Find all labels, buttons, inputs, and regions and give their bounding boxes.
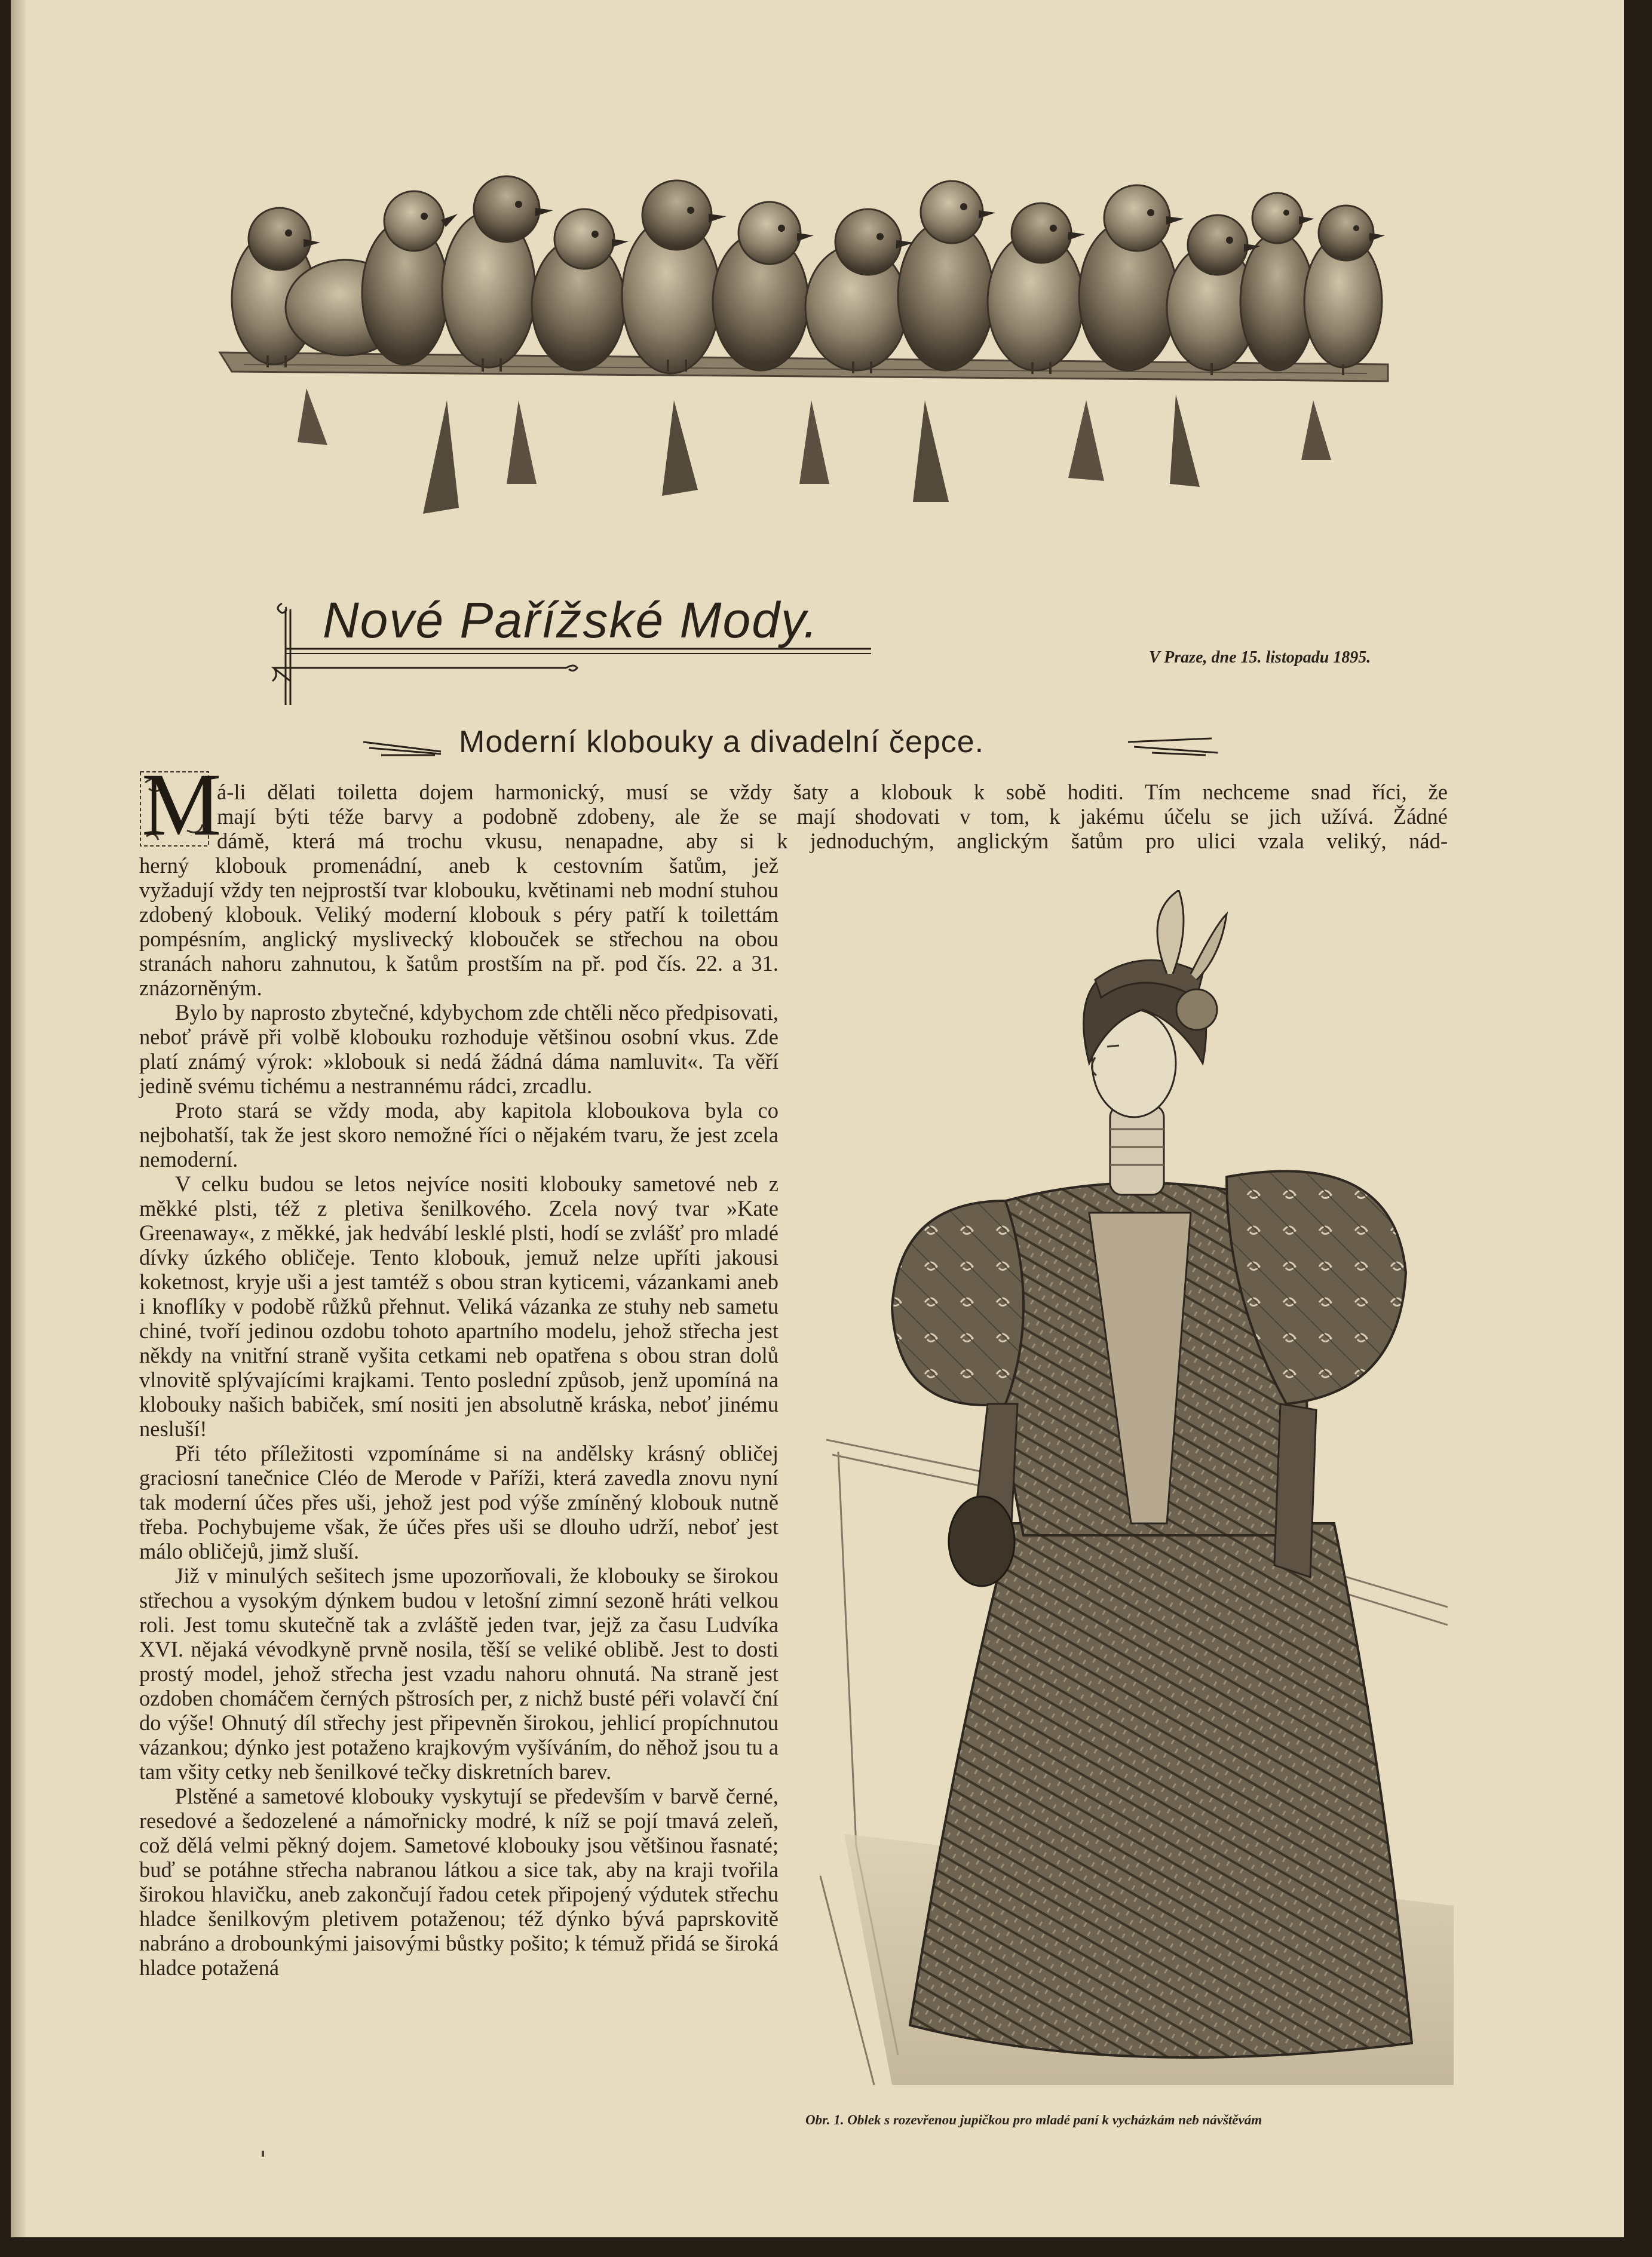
- figure-caption: Obr. 1. Oblek s rozevřenou jupičkou pro mladé paní k vycházkám neb návštěvám: [805, 2112, 1262, 2127]
- article-subtitle: Moderní klobouky a divadelní čepce.: [459, 725, 985, 759]
- drop-cap-letter: M: [142, 755, 222, 854]
- paragraph: V celku budou se letos nejvíce nositi klobouky sametové neb z měkké plsti, též z pletiva šenilkového. Zcela nový tvar »Kate Greenaway«, z měkké, jak hedvábí lesklé plsti, hodí se zvlášť pro mladé dívky úzkého obličeje. Tento klobouk, jemuž nelze upříti jakousi koketnost, kryje uši a jest tamtéž s obou stran kyticemi, vázankami aneb i knoflíky v podobě růžků přehnut. Veliká vázanka ze stuhy neb sametu chiné, tvoří jedinou ozdobu tohoto apartního modelu, jehož střecha jest někdy na vnitřní straně vyšita cetkami neb opatřena s obou stran dolů vlnovitě splývajícími krajkami. Tento poslední způsob, jenž upomíná na klobouky našich babiček, smí nositi jen absolutně kráska, neboť jinému nesluší!: [139, 1172, 779, 1441]
- birds-on-branch-illustration: [208, 149, 1397, 520]
- fashion-illustration: [808, 890, 1460, 2091]
- paragraph: Bylo by naprosto zbytečné, kdybychom zde chtěli něco předpisovati, neboť právě při volbě klobouku rozhoduje většinou osobní vkus. Zde platí známý výrok: »klobouk si nedá žádná dáma namluvit«. Ta věří jedině svému tichému a nestrannému rádci, zrcadlu.: [139, 1000, 779, 1098]
- dateline: V Praze, dne 15. listopadu 1895.: [1149, 648, 1371, 667]
- intro-lines: [217, 780, 1448, 829]
- stray-mark: [262, 2151, 264, 2157]
- intro-line-wide: [217, 829, 1448, 853]
- paragraph: Proto stará se vždy moda, aby kapitola kloboukova byla co nejbohatší, tak že jest skoro nemožné říci o nějakém tvaru, že jest zcela nemoderní.: [139, 1098, 779, 1172]
- magazine-page: [11, 0, 1624, 2237]
- right-ornament-dash: [1128, 736, 1218, 760]
- intro-continuation-line: herný klobouk promenádní, aneb k cestovním šatům, jež: [139, 853, 779, 878]
- paragraph: Již v minulých sešitech jsme upozorňovali, že klobouky se širokou střechou a vysokým dýnkem budou v letošní zimní sezoně hráti velkou roli. Jest tomu skutečně tak a zvláště jeden tvar, jejž za času Ludvíka XVI. nějaká vévodkyně prvně nosila, těší se veliké oblibě. Jest to dosti prostý model, jehož střecha jest vzadu nahoru ohnutá. Na straně jest ozdoben chomáčem černých pštrosích per, z nichž busté péři volavčí ční do výše! Ohnutý díl střechy jest připevněn širokou, jehlicí propíchnutou vázankou; dýnko jest potaženo krajkovým vyšíváním, do něhož jsou tu a tam všity cetky neb šenilkové tečky diskretních barev.: [139, 1563, 779, 1784]
- paragraph: Při této příležitosti vzpomínáme si na andělsky krásný obličej graciosní tanečnice Cléo de Merode v Paříži, která zavedla znovu nyní tak moderní účes přes uši, jehož jest pod výše zmíněný klobouk nutně třeba. Pochybujeme však, že účes přes uši se dlouho udrží, neboť jest málo obličejů, jimž sluší.: [139, 1441, 779, 1563]
- drop-cap: [139, 755, 222, 854]
- page-title: Nové Pařížské Mody.: [323, 592, 819, 648]
- intro-line: mají býti téže barvy a podobně zdobeny, ale že se mají shodovati v tom, k jakému účelu se jich užívá. Žádné: [217, 804, 1448, 829]
- intro-continuation: [139, 853, 779, 878]
- paragraph: Plstěné a sametové klobouky vyskytují se především v barvě černé, resedové a šedozelené a námořnicky modré, k níž se pojí tmavá zeleň, což dělá velmi pěkný dojem. Sametové klobouky jsou většinou řasnaté; buď se potáhne střecha nabranou látkou a sice tak, aby na kraji tvořila širokou hlavičku, aneb zakončují řadou cetek připojený výdutek střechu hladce šenilkovým pletivem potaženou; též dýnko bývá paprskovitě nabráno a drobounkými jaisovými bůstky pošito; k témuž přidá se široká hladce potažená: [139, 1784, 779, 1980]
- intro-line: á-li dělati toiletta dojem harmonický, musí se vždy šaty a klobouk k sobě hoditi. Tím nechceme snad říci, že: [217, 780, 1448, 804]
- title-block: [268, 591, 871, 711]
- subtitle-row: [363, 723, 1218, 771]
- intro-line: dámě, která má trochu vkusu, nenapadne, aby si k jednoduchým, anglickým šatům pro ulici vzala veliký, nád-: [217, 829, 1448, 853]
- text-column: [139, 878, 779, 1980]
- paragraph: vyžadují vždy ten nejprostší tvar klobouku, květinami neb modní stuhou zdobený klobouk. Veliký moderní klobouk s péry patří k toilettám pompésním, anglický myslivecký klobouček se střechou na obou stranách nahoru zahnutou, k šatům prostším na př. pod čís. 22. a 31. znázorněným.: [139, 878, 779, 1000]
- left-ornament-dash: [363, 737, 447, 761]
